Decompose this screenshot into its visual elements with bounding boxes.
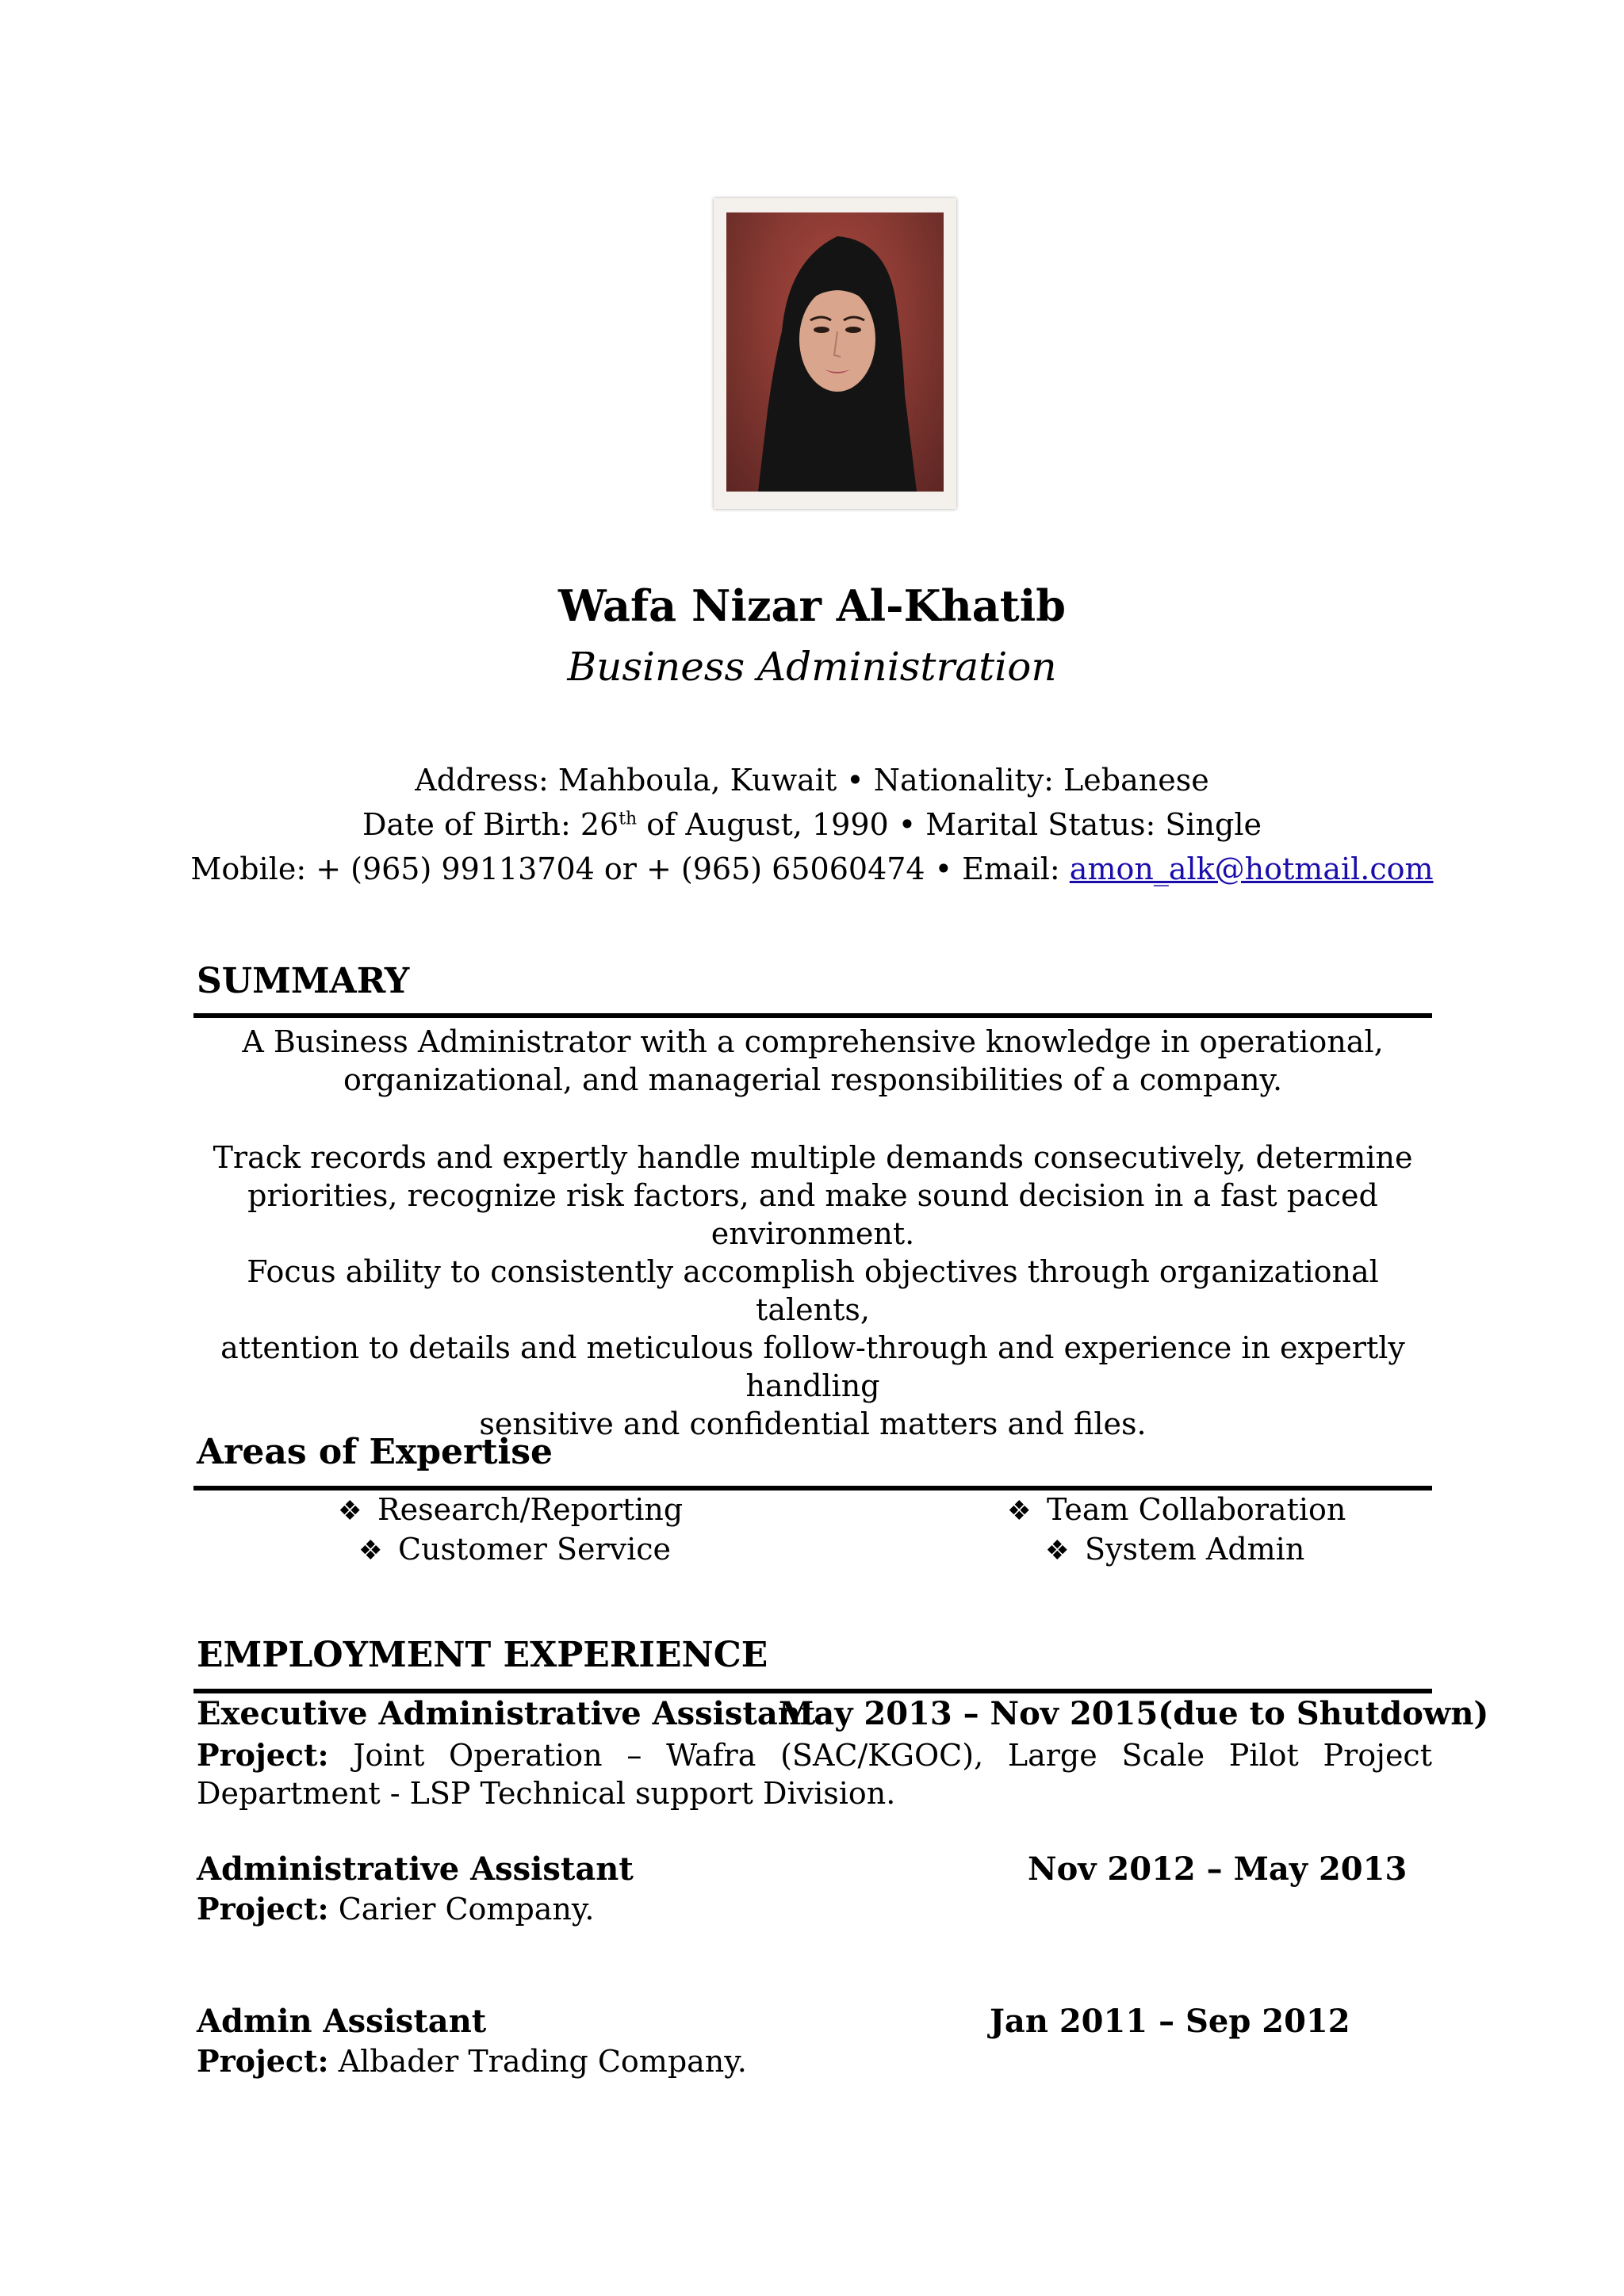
job-project xyxy=(197,1736,1432,1812)
diamond-bullet-icon: ❖ xyxy=(338,1495,362,1527)
job-title: Executive Administrative Assistant xyxy=(197,1695,816,1732)
summary-p1-line2: organizational, and managerial responsibilities of a company. xyxy=(343,1062,1283,1097)
job-project xyxy=(197,1890,1432,1928)
summary-p2-line1: Track records and expertly handle multiple demands consecutively, determine xyxy=(213,1140,1413,1175)
expertise-item-team-collaboration xyxy=(1007,1492,1346,1527)
summary-paragraph-2 xyxy=(193,1138,1432,1253)
contact-dob-line xyxy=(0,807,1624,842)
summary-heading: SUMMARY xyxy=(197,961,410,1001)
expertise-item-research xyxy=(338,1492,683,1527)
summary-p3-line2: attention to details and meticulous follow-through and experience in expertly handling xyxy=(220,1330,1405,1403)
portrait-illustration xyxy=(726,212,944,492)
project-label: Project: xyxy=(197,1737,329,1773)
expertise-item-customer-service xyxy=(358,1532,671,1567)
profile-photo-image xyxy=(726,212,944,492)
contact-address-line: Address: Mahboula, Kuwait • Nationality: Lebanese xyxy=(415,763,1209,798)
summary-p3-line3: sensitive and confidential matters and files. xyxy=(479,1406,1147,1441)
expertise-label: Customer Service xyxy=(398,1532,672,1567)
expertise-label: Research/Reporting xyxy=(377,1492,684,1527)
diamond-bullet-icon: ❖ xyxy=(1045,1535,1070,1567)
summary-p3-line1: Focus ability to consistently accomplish objectives through organizational talents, xyxy=(247,1254,1379,1327)
expertise-divider xyxy=(193,1486,1432,1490)
candidate-subtitle: Business Administration xyxy=(567,644,1057,690)
project-text: Carier Company. xyxy=(338,1892,595,1927)
summary-p1-line1: A Business Administrator with a comprehensive knowledge in operational, xyxy=(242,1024,1384,1059)
job-dates: Jan 2011 – Sep 2012 xyxy=(990,2003,1350,2040)
dob-suffix: of August, 1990 • Marital Status: Single xyxy=(637,807,1262,842)
contact-mobile-line xyxy=(0,851,1624,886)
project-text: Albader Trading Company. xyxy=(338,2044,747,2079)
diamond-bullet-icon: ❖ xyxy=(1007,1495,1032,1527)
job-dates: May 2013 – Nov 2015(due to Shutdown) xyxy=(779,1695,1489,1732)
project-label: Project: xyxy=(197,1891,329,1927)
project-label: Project: xyxy=(197,2043,329,2079)
expertise-label: System Admin xyxy=(1085,1532,1305,1567)
summary-p2-line2: priorities, recognize risk factors, and make sound decision in a fast paced environment. xyxy=(247,1178,1378,1251)
mobile-text: Mobile: + (965) 99113704 or + (965) 65060474 • Email: xyxy=(190,851,1070,886)
expertise-item-system-admin xyxy=(1045,1532,1304,1567)
summary-paragraph-3 xyxy=(193,1253,1432,1443)
dob-superscript: th xyxy=(619,809,638,829)
summary-divider xyxy=(193,1013,1432,1018)
employment-divider xyxy=(193,1689,1432,1693)
summary-paragraph-1 xyxy=(193,1023,1432,1099)
dob-prefix: Date of Birth: 26 xyxy=(362,807,619,842)
job-title: Administrative Assistant xyxy=(197,1850,634,1888)
candidate-name: Wafa Nizar Al-Khatib xyxy=(558,580,1066,631)
project-text: Joint Operation – Wafra (SAC/KGOC), Large Scale Pilot Project Department - LSP Technical support Division. xyxy=(197,1738,1432,1811)
job-dates: Nov 2012 – May 2013 xyxy=(1028,1850,1408,1888)
job-project xyxy=(197,2042,1432,2080)
job-title: Admin Assistant xyxy=(197,2003,487,2040)
email-link[interactable]: amon_alk@hotmail.com xyxy=(1069,851,1434,886)
expertise-heading: Areas of Expertise xyxy=(197,1432,553,1472)
diamond-bullet-icon: ❖ xyxy=(358,1535,383,1567)
employment-heading: EMPLOYMENT EXPERIENCE xyxy=(197,1635,768,1675)
expertise-label: Team Collaboration xyxy=(1047,1492,1346,1527)
profile-photo xyxy=(714,198,956,509)
